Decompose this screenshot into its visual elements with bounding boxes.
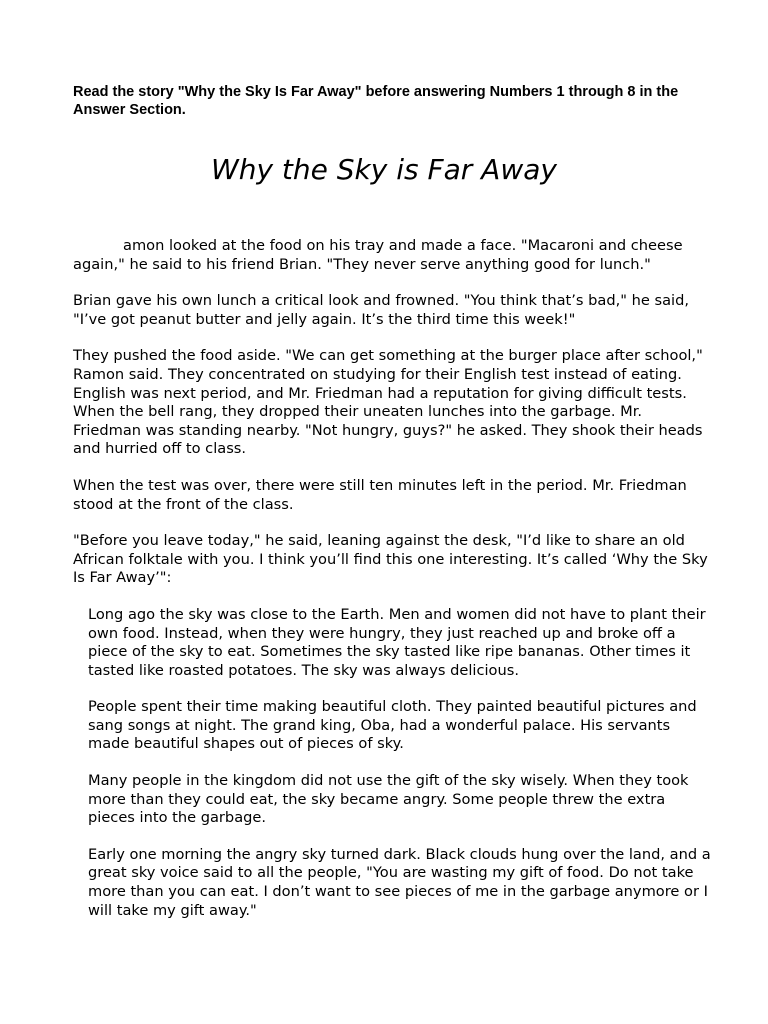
story-paragraph-3: They pushed the food aside. "We can get something at the burger place after school," Ramon said. They concentrated on studying for their English test instead of eating. English was next period, and Mr. Friedman had a reputation for giving difficult tests. When the bell rang, they dropped their uneaten lunches into the garbage. Mr. Friedman was standing nearby. "Not hungry, guys?" he asked. They shook their heads and hurried off to class. [73, 347, 703, 458]
story-paragraph-4: When the test was over, there were still ten minutes left in the period. Mr. Friedman stood at the front of the class. [73, 476, 687, 513]
folktale-paragraph-1: Long ago the sky was close to the Earth. Men and women did not have to plant their own food. Instead, when they were hungry, they just reached up and broke off a piece of the sky to eat. Sometimes the sky tasted like ripe bananas. Other times it tasted like roasted potatoes. The sky was always delicious. [88, 605, 706, 679]
story-body [73, 237, 713, 938]
folktale-paragraph-2: People spent their time making beautiful cloth. They painted beautiful pictures and sang songs at night. The grand king, Oba, had a wonderful palace. His servants made beautiful shapes out of pieces of sky. [88, 698, 697, 753]
story-paragraph-1: amon looked at the food on his tray and made a face. "Macaroni and cheese again," he said to his friend Brian. "They never serve anything good for lunch." [73, 237, 683, 273]
story-paragraph-2: Brian gave his own lunch a critical look and frowned. "You think that’s bad," he said, "I’ve got peanut butter and jelly again. It’s the third time this week!" [73, 292, 689, 328]
folktale-paragraph-3: Many people in the kingdom did not use the gift of the sky wisely. When they took more than they could eat, the sky became angry. Some people threw the extra pieces into the garbage. [88, 772, 689, 827]
folktale-paragraph-4: Early one morning the angry sky turned dark. Black clouds hung over the land, and a great sky voice said to all the people, "You are wasting my gift of food. Do not take more than you can eat. I don’t want to see pieces of me in the garbage anymore or I will take my gift away." [88, 845, 711, 919]
instructions: Read the story "Why the Sky Is Far Away" before answering Numbers 1 through 8 in the Answer Section. [73, 84, 679, 118]
story-title: Why the Sky is Far Away [211, 153, 557, 186]
story-paragraph-5: "Before you leave today," he said, leaning against the desk, "I’d like to share an old African folktale with you. I think you’ll find this one interesting. It’s called ‘Why the Sky Is Far Away’": [73, 532, 708, 587]
